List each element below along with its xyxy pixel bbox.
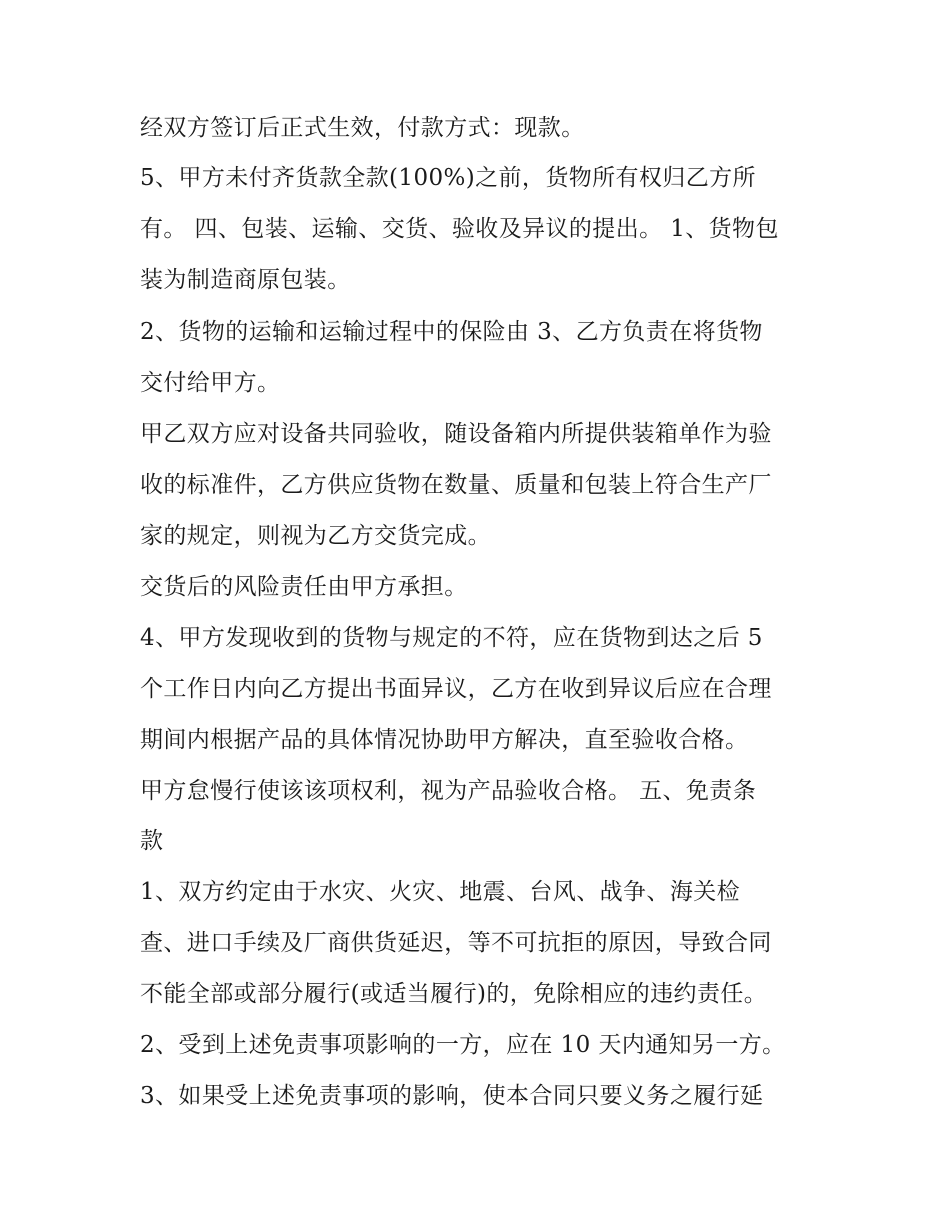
text-line-13: 期间内根据产品的具体情况协助甲方解决，直至验收合格。 [140, 727, 749, 753]
text-line-4: 装为制造商原包装。 [140, 267, 351, 293]
text-line-16: 1、双方约定由于水灾、火灾、地震、台风、战争、海关检 [140, 879, 741, 905]
text-line-6: 交付给甲方。 [140, 370, 281, 396]
text-line-12: 个工作日内向乙方提出书面异议，乙方在收到异议后应在合理 [140, 676, 772, 702]
text-line-18: 不能全部或部分履行(或适当履行)的，免除相应的违约责任。 [140, 981, 768, 1007]
text-line-10: 交货后的风险责任由甲方承担。 [140, 574, 468, 600]
text-line-19: 2、受到上述免责事项影响的一方，应在 10 天内通知另一方。 [140, 1032, 786, 1058]
text-line-15: 款 [140, 828, 164, 854]
text-line-8: 收的标准件，乙方供应货物在数量、质量和包装上符合生产厂 [140, 472, 772, 498]
text-line-11: 4、甲方发现收到的货物与规定的不符，应在货物到达之后 5 [140, 625, 763, 651]
text-line-5: 2、货物的运输和运输过程中的保险由 3、乙方负责在将货物 [140, 319, 763, 345]
text-line-2: 5、甲方未付齐货款全款(100%)之前，货物所有权归乙方所 [140, 165, 756, 191]
text-line-7: 甲乙双方应对设备共同验收，随设备箱内所提供装箱单作为验 [140, 421, 772, 447]
text-line-1: 经双方签订后正式生效，付款方式：现款。 [140, 115, 585, 141]
text-line-20: 3、如果受上述免责事项的影响，使本合同只要义务之履行延 [140, 1083, 764, 1109]
text-line-14: 甲方怠慢行使该该项权利，视为产品验收合格。 五、免责条 [140, 778, 757, 804]
text-line-9: 家的规定，则视为乙方交货完成。 [140, 523, 491, 549]
text-line-17: 查、进口手续及厂商供货延迟，等不可抗拒的原因，导致合同 [140, 930, 772, 956]
text-line-3: 有。 四、包装、运输、交货、验收及异议的提出。 1、货物包 [140, 216, 779, 242]
